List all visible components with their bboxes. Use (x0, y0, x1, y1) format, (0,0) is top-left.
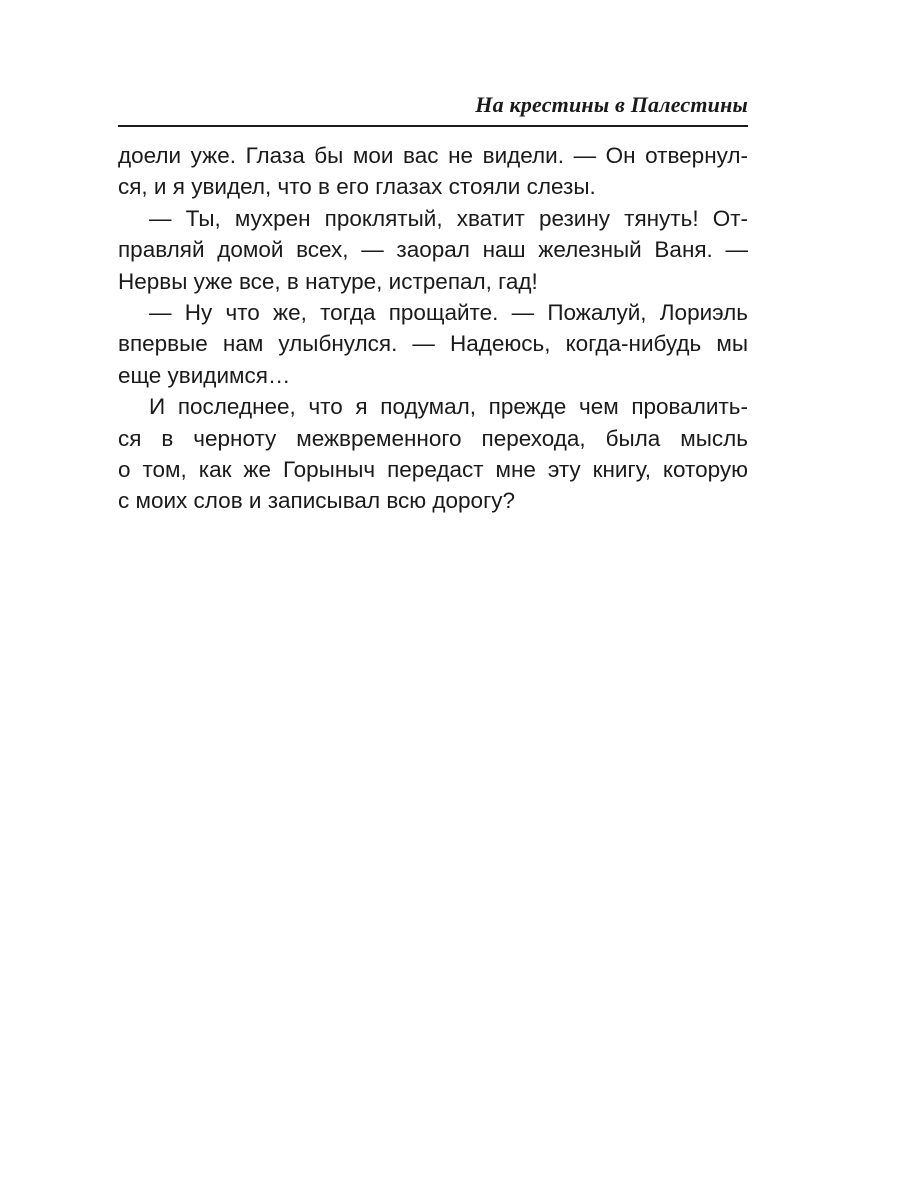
text-line: еще увидимся… (118, 362, 291, 388)
body-text (118, 140, 748, 517)
text-line: доели уже. Глаза бы мои вас не видели. — Он отвернул- (118, 143, 748, 168)
text-line: — Ты, мухрен проклятый, хватит резину тянуть! От- (149, 205, 748, 231)
text-line: ся в черноту межвременного перехода, была мысль (118, 425, 748, 451)
text-line: правляй домой всех, — заорал наш железный Ваня. — (118, 237, 748, 263)
text-line: И последнее, что я подумал, прежде чем провалить- (149, 394, 748, 420)
header-rule (118, 125, 748, 127)
text-line: о том, как же Горыныч передаст мне эту книгу, которую (118, 456, 748, 482)
text-line: впервые нам улыбнулся. — Надеюсь, когда-нибудь мы (118, 331, 748, 357)
text-line: — Ну что же, тогда прощайте. — Пожалуй, Лориэль (149, 299, 748, 325)
text-line: Нервы уже все, в натуре, истрепал, гад! (118, 268, 538, 294)
text-line: с моих слов и записывал всю дорогу? (118, 488, 516, 514)
running-head-title: На крестины в Палестины (475, 92, 748, 117)
text-line: ся, и я увидел, что в его глазах стояли слезы. (118, 174, 596, 200)
